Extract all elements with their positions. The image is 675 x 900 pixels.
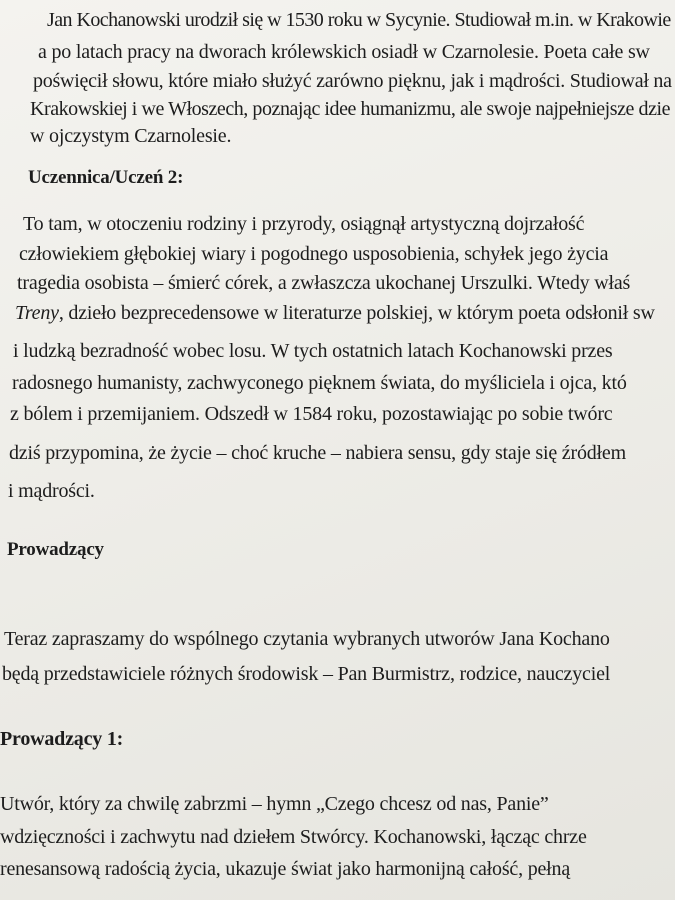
text-line: renesansową radością życia, ukazuje świat jako harmonijną całość, pełną — [0, 858, 570, 880]
text-line: wdzięczności i zachwytu nad dziełem Stwórcy. Kochanowski, łącząc chrze — [0, 826, 587, 848]
text-span: , dzieło bezprecedensowe w literaturze polskiej, w którym poeta odsłonił sw — [58, 302, 655, 324]
text-line: i ludzką bezradność wobec losu. W tych ostatnich latach Kochanowski przes — [13, 340, 613, 362]
text-line: dziś przypomina, że życie – choć kruche – nabiera sensu, gdy staje się źródłem — [9, 442, 626, 464]
text-line: Jan Kochanowski urodził się w 1530 roku w Sycynie. Studiował m.in. w Krakowie — [47, 9, 671, 31]
text-line: To tam, w otoczeniu rodziny i przyrody, osiągnął artystyczną dojrzałość — [23, 213, 585, 235]
text-line: z bólem i przemijaniem. Odszedł w 1584 roku, pozostawiając po sobie twórc — [10, 403, 613, 425]
text-line: będą przedstawiciele różnych środowisk – Pan Burmistrz, rodzice, nauczyciel — [2, 663, 611, 685]
text-line — [15, 301, 655, 325]
text-line: tragedia osobista – śmierć córek, a zwłaszcza ukochanej Urszulki. Wtedy właś — [17, 272, 631, 294]
text-line: radosnego humanisty, zachwyconego pięknem świata, do myśliciela i ojca, któ — [12, 372, 627, 394]
text-line: Krakowskiej i we Włoszech, poznając idee humanizmu, ale swoje najpełniejsze dzie — [30, 98, 671, 120]
text-line: i mądrości. — [8, 480, 95, 502]
text-line: poświęcił słowu, które miało służyć zarówno pięknu, jak i mądrości. Studiował na — [33, 70, 672, 92]
text-line: Teraz zapraszamy do wspólnego czytania wybranych utworów Jana Kochano — [4, 628, 610, 650]
text-line: Utwór, który za chwilę zabrzmi – hymn „Czego chcesz od nas, Panie” — [0, 793, 549, 815]
section-heading: Uczennica/Uczeń 2: — [28, 167, 184, 188]
text-line: w ojczystym Czarnolesie. — [30, 125, 232, 147]
text-line: a po latach pracy na dworach królewskich osiadł w Czarnolesie. Poeta całe sw — [38, 41, 650, 63]
text-line: człowiekiem głębokiej wiary i pogodnego usposobienia, schyłek jego życia — [19, 243, 609, 265]
section-heading: Prowadzący 1: — [0, 728, 124, 750]
section-heading: Prowadzący — [7, 539, 104, 560]
italic-title: Treny — [15, 302, 59, 324]
